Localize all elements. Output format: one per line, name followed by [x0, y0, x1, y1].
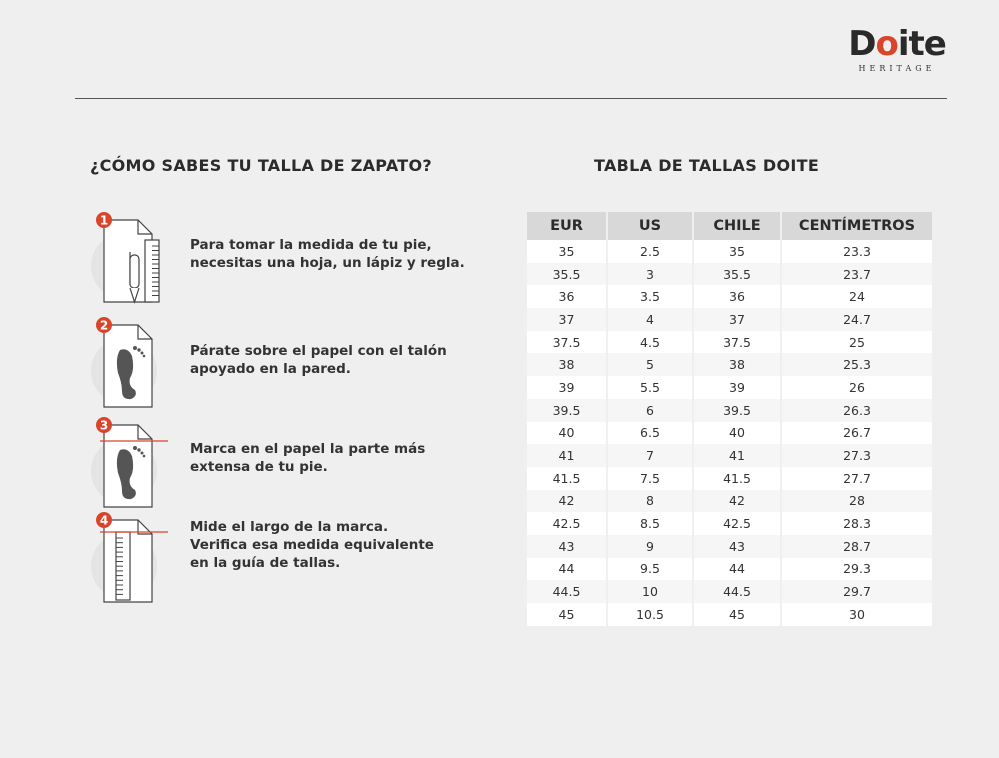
cell-chile: 36 [693, 285, 781, 308]
cell-us: 2.5 [607, 240, 693, 263]
cell-eur: 35 [527, 240, 607, 263]
step-line: Marca en el papel la parte más [190, 441, 426, 457]
cell-us: 8.5 [607, 512, 693, 535]
cell-eur: 35.5 [527, 263, 607, 286]
step-line: Mide el largo de la marca. [190, 519, 389, 535]
table-row [527, 444, 933, 467]
step-line: Párate sobre el papel con el talón [190, 343, 447, 359]
cell-cm: 27.7 [781, 467, 933, 490]
table-row [527, 308, 933, 331]
cell-cm: 25 [781, 331, 933, 354]
cell-eur: 39.5 [527, 399, 607, 422]
cell-eur: 41.5 [527, 467, 607, 490]
cell-us: 10 [607, 580, 693, 603]
step-line: apoyado en la pared. [190, 361, 351, 377]
cell-eur: 40 [527, 422, 607, 445]
cell-chile: 44 [693, 558, 781, 581]
step-number: 4 [99, 513, 109, 528]
cell-cm: 26 [781, 376, 933, 399]
table-row [527, 285, 933, 308]
cell-eur: 37.5 [527, 331, 607, 354]
header-chile: CHILE [693, 212, 781, 240]
cell-chile: 45 [693, 603, 781, 626]
cell-cm: 28.3 [781, 512, 933, 535]
cell-us: 4 [607, 308, 693, 331]
cell-us: 7.5 [607, 467, 693, 490]
cell-chile: 39 [693, 376, 781, 399]
cell-us: 5 [607, 353, 693, 376]
cell-us: 6.5 [607, 422, 693, 445]
logo-letters: ite [897, 24, 946, 64]
table-row [527, 512, 933, 535]
table-row [527, 467, 933, 490]
header-divider [75, 98, 947, 99]
cell-eur: 36 [527, 285, 607, 308]
cell-us: 10.5 [607, 603, 693, 626]
step-text [190, 440, 425, 476]
step-text [190, 518, 434, 572]
cell-cm: 23.7 [781, 263, 933, 286]
cell-us: 8 [607, 490, 693, 513]
table-row [527, 353, 933, 376]
cell-us: 3.5 [607, 285, 693, 308]
header-us: US [607, 212, 693, 240]
table-row [527, 558, 933, 581]
header-cm: CENTÍMETROS [781, 212, 933, 240]
cell-cm: 25.3 [781, 353, 933, 376]
cell-cm: 29.3 [781, 558, 933, 581]
step-1 [90, 210, 510, 302]
cell-cm: 24 [781, 285, 933, 308]
step-line: Para tomar la medida de tu pie, [190, 237, 432, 253]
step-line: Verifica esa medida equivalente [190, 537, 434, 553]
how-to-title: ¿CÓMO SABES TU TALLA DE ZAPATO? [90, 156, 432, 175]
step-number: 2 [99, 318, 109, 333]
step-2 [90, 315, 510, 407]
paper-pencil-ruler-icon [90, 210, 180, 306]
cell-us: 3 [607, 263, 693, 286]
step-text [190, 342, 447, 378]
step-number: 3 [99, 418, 109, 433]
cell-chile: 43 [693, 535, 781, 558]
table-row [527, 376, 933, 399]
table-row [527, 535, 933, 558]
cell-eur: 43 [527, 535, 607, 558]
step-4 [90, 510, 510, 602]
cell-cm: 24.7 [781, 308, 933, 331]
table-row [527, 240, 933, 263]
cell-chile: 42.5 [693, 512, 781, 535]
table-row [527, 603, 933, 626]
logo-letter-accent: o [875, 24, 898, 64]
cell-chile: 40 [693, 422, 781, 445]
cell-eur: 37 [527, 308, 607, 331]
cell-cm: 27.3 [781, 444, 933, 467]
cell-eur: 42 [527, 490, 607, 513]
logo-wordmark [846, 26, 948, 62]
cell-chile: 44.5 [693, 580, 781, 603]
cell-chile: 39.5 [693, 399, 781, 422]
cell-us: 7 [607, 444, 693, 467]
step-line: en la guía de tallas. [190, 555, 341, 571]
step-number: 1 [99, 213, 109, 228]
cell-cm: 26.3 [781, 399, 933, 422]
cell-cm: 23.3 [781, 240, 933, 263]
cell-chile: 37.5 [693, 331, 781, 354]
cell-chile: 37 [693, 308, 781, 331]
step-line: extensa de tu pie. [190, 459, 328, 475]
header-eur: EUR [527, 212, 607, 240]
cell-us: 9 [607, 535, 693, 558]
cell-eur: 38 [527, 353, 607, 376]
table-row [527, 490, 933, 513]
cell-us: 5.5 [607, 376, 693, 399]
logo-subtitle: HERITAGE [858, 64, 936, 73]
table-header-row [527, 212, 933, 240]
cell-eur: 44.5 [527, 580, 607, 603]
cell-eur: 45 [527, 603, 607, 626]
cell-eur: 41 [527, 444, 607, 467]
paper-ruler-mark-icon [90, 510, 180, 606]
table-row [527, 399, 933, 422]
cell-cm: 30 [781, 603, 933, 626]
cell-cm: 29.7 [781, 580, 933, 603]
cell-cm: 26.7 [781, 422, 933, 445]
cell-eur: 42.5 [527, 512, 607, 535]
cell-chile: 41 [693, 444, 781, 467]
table-row [527, 580, 933, 603]
cell-us: 4.5 [607, 331, 693, 354]
cell-chile: 41.5 [693, 467, 781, 490]
cell-cm: 28.7 [781, 535, 933, 558]
table-row [527, 422, 933, 445]
cell-chile: 42 [693, 490, 781, 513]
cell-us: 9.5 [607, 558, 693, 581]
table-row [527, 263, 933, 286]
cell-chile: 35.5 [693, 263, 781, 286]
cell-us: 6 [607, 399, 693, 422]
paper-footprint-mark-icon [90, 415, 180, 511]
doite-logo [846, 26, 948, 73]
step-text [190, 236, 465, 272]
size-table-title: TABLA DE TALLAS DOITE [594, 156, 820, 175]
logo-letter: D [848, 24, 876, 64]
size-table [527, 212, 934, 626]
table-row [527, 331, 933, 354]
step-line: necesitas una hoja, un lápiz y regla. [190, 255, 465, 271]
cell-eur: 44 [527, 558, 607, 581]
cell-cm: 28 [781, 490, 933, 513]
step-3 [90, 415, 510, 507]
cell-chile: 38 [693, 353, 781, 376]
cell-eur: 39 [527, 376, 607, 399]
cell-chile: 35 [693, 240, 781, 263]
paper-footprint-icon [90, 315, 180, 411]
